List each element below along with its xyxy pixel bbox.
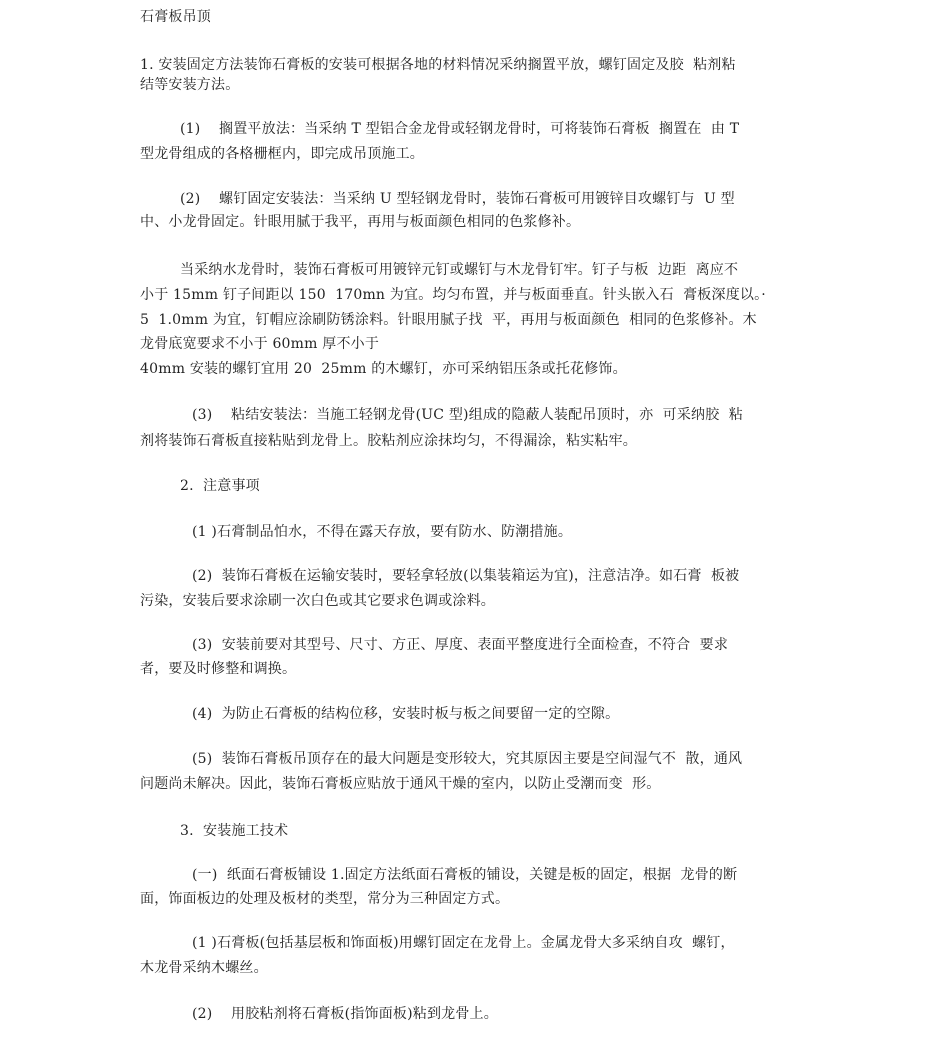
paragraph-line: (4) 为防止石膏板的结构位移，安装时板与板之间要留一定的空隙。	[192, 706, 620, 722]
paragraph-line: 小于 15mm 钉子间距以 150 170mn 为宜。均匀布置，并与板面垂直。针头嵌入石 膏板深度以。·	[140, 287, 766, 303]
paragraph-line: (3) 粘结安装法：当施工轻钢龙骨(UC 型)组成的隐蔽人装配吊顶时，亦 可采纳胶 粘	[192, 407, 743, 423]
document-title: 石膏板吊顶	[140, 9, 211, 25]
paragraph-line: 1. 安装固定方法装饰石膏板的安装可根据各地的材料情况采纳搁置平放，螺钉固定及胶 粘剂粘	[140, 57, 736, 73]
paragraph-line: 者，要及时修整和调换。	[140, 661, 297, 677]
paragraph-line: 污染，安装后要求涂刷一次白色或其它要求色调或涂料。	[140, 593, 495, 609]
paragraph-line: 当采纳水龙骨时，装饰石膏板可用镀锌元钉或螺钉与木龙骨钉牢。钉子与板 边距 离应不	[180, 262, 739, 278]
paragraph-line: 木龙骨采纳木螺丝。	[140, 960, 268, 976]
paragraph-line: 剂将装饰石膏板直接粘贴到龙骨上。胶粘剂应涂抹均匀，不得漏涂，粘实粘牢。	[140, 433, 637, 449]
paragraph-line: 结等安装方法。	[140, 77, 240, 93]
paragraph-line: (1 )石膏制品怕水，不得在露天存放，要有防水、防潮措施。	[192, 524, 573, 540]
paragraph-line: 40mm 安装的螺钉宜用 20 25mm 的木螺钉，亦可采纳铝压条或托花修饰。	[140, 361, 627, 377]
paragraph-line: (2) 螺钉固定安装法：当采纳 U 型轻钢龙骨时，装饰石膏板可用镀锌目攻螺钉与 U 型	[180, 191, 735, 207]
paragraph-line: 中、小龙骨固定。针眼用腻于我平，再用与板面颜色相同的色浆修补。	[140, 214, 581, 230]
paragraph-line: 问题尚未解决。因此，装饰石膏板应贴放于通风干燥的室内，以防止受潮而变 形。	[140, 776, 661, 792]
paragraph-line: 面，饰面板边的处理及板材的类型，常分为三种固定方式。	[140, 891, 510, 907]
paragraph-line: (5) 装饰石膏板吊顶存在的最大问题是变形较大，究其原因主要是空间湿气不 散，通风	[192, 751, 743, 767]
paragraph-line: 5 1.0mm 为宜，钉帽应涂刷防锈涂料。针眼用腻子找 平，再用与板面颜色 相同的色浆修补。木	[140, 312, 757, 328]
paragraph-line: 型龙骨组成的各格栅框内，即完成吊顶施工。	[140, 146, 424, 162]
paragraph-line: (2) 用胶粘剂将石膏板(指饰面板)粘到龙骨上。	[192, 1006, 498, 1022]
paragraph-line: (1) 搁置平放法：当采纳 T 型铝合金龙骨或轻钢龙骨时，可将装饰石膏板 搁置在 由 T	[180, 121, 740, 137]
paragraph-line: (1 )石膏板(包括基层板和饰面板)用螺钉固定在龙骨上。金属龙骨大多采纳自攻 螺钉，	[192, 935, 735, 951]
paragraph-line: (3) 安装前要对其型号、尺寸、方正、厚度、表面平整度进行全面检查，不符合 要求	[192, 637, 729, 653]
section-heading: 2. 注意事项	[180, 478, 260, 494]
paragraph-line: (一) 纸面石膏板铺设 1.固定方法纸面石膏板的铺设，关键是板的固定，根据 龙骨的断	[192, 867, 738, 883]
paragraph-line: 龙骨底宽要求不小于 60mm 厚不小于	[140, 336, 380, 352]
section-heading: 3. 安装施工技术	[180, 823, 289, 839]
paragraph-line: (2) 装饰石膏板在运输安装时，要轻拿轻放(以集装箱运为宜)，注意洁净。如石膏 板被	[192, 568, 740, 584]
